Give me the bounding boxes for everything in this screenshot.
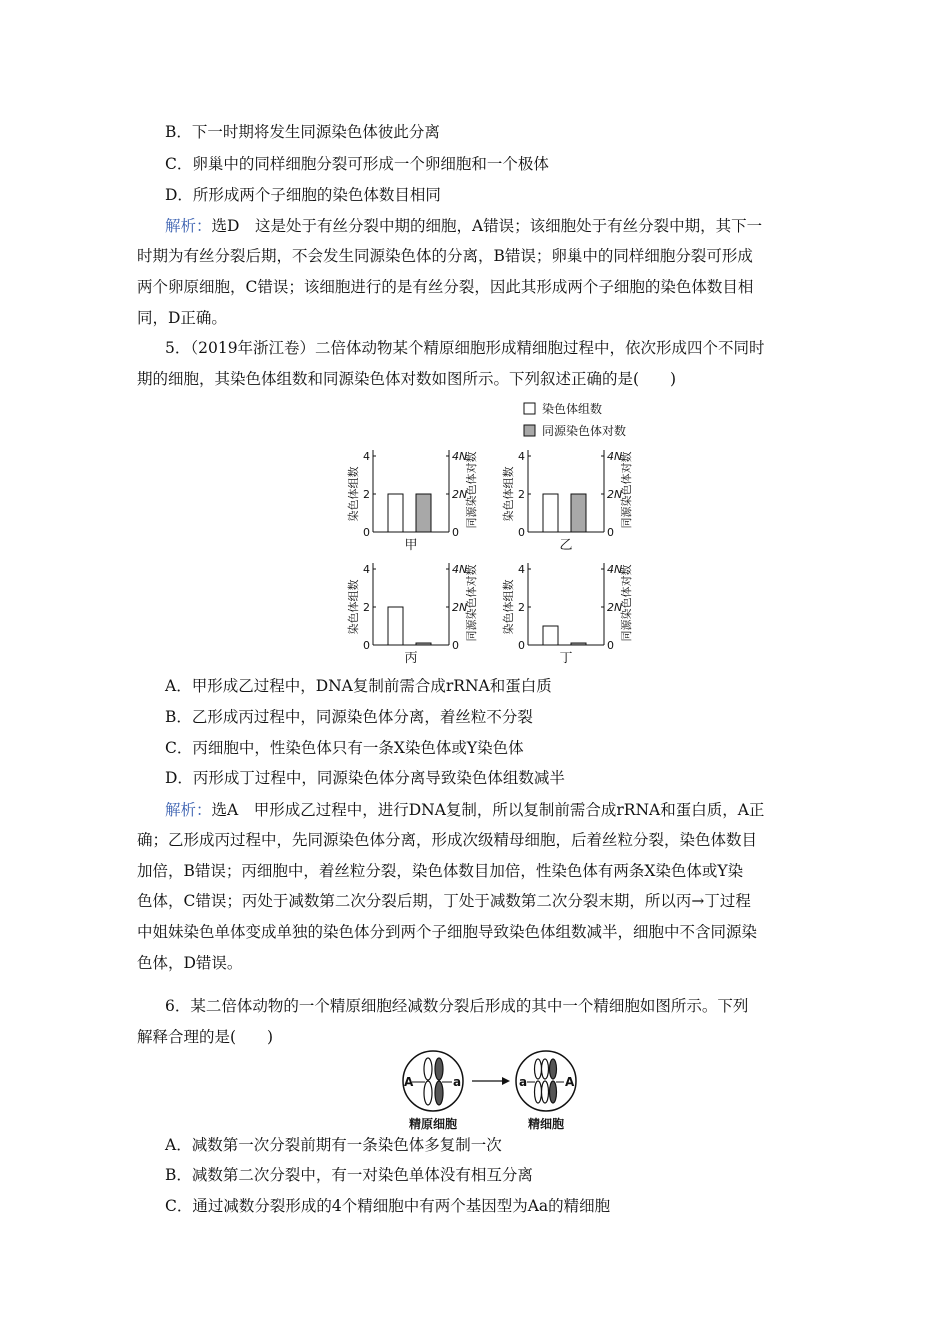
right-tick-label: 2N: [452, 601, 468, 614]
right-tick-label: 4N: [452, 563, 468, 576]
sperm-cell: [516, 1051, 576, 1131]
q5-analysis-text: 选A 甲形成乙过程中，进行DNA复制，所以复制前需合成rRNA和蛋白质，A正: [211, 801, 765, 819]
left-axis-title: 染色体组数: [347, 466, 360, 522]
allele-a-upper-label: A: [404, 1075, 414, 1089]
q6-option-c: C．通过减数分裂形成的4个精细胞中有两个基因型为Aa的精细胞: [165, 1197, 611, 1215]
right-tick-label: 4N: [607, 450, 623, 463]
right-tick-label: 0: [452, 526, 459, 539]
allele-a-upper-label: A: [565, 1075, 575, 1089]
right-tick-label: 2N: [607, 601, 623, 614]
bar-homologous-pairs: [571, 494, 586, 532]
spermatogonium-cell: [403, 1051, 463, 1131]
q5-analysis-line: 确；乙形成丙过程中，先同源染色体分离，形成次级精母细胞，后着丝粒分裂，染色体数目: [137, 831, 758, 849]
right-axis-title: 同源染色体对数: [465, 564, 478, 642]
right-tick-label: 2N: [607, 488, 623, 501]
q5-option-a: A．甲形成乙过程中，DNA复制前需合成rRNA和蛋白质: [165, 677, 552, 695]
q5-analysis-line: 色体，C错误；丙处于减数第二次分裂后期，丁处于减数第二次分裂末期，所以丙→丁过程: [137, 892, 751, 910]
q5-analysis-line: [165, 799, 845, 821]
right-tick-label: 0: [452, 639, 459, 652]
legend-label: 同源染色体对数: [542, 424, 627, 438]
q4-analysis-line: 同，D正确。: [137, 309, 227, 327]
right-tick-label: 4N: [607, 563, 623, 576]
panel-label: 丁: [559, 651, 573, 666]
bar-chromosome-sets: [543, 626, 558, 645]
arrow: [472, 1077, 510, 1085]
allele-a-lower-label: a: [519, 1075, 528, 1089]
bar-homologous-pairs: [416, 494, 431, 532]
right-tick-label: 2N: [452, 488, 468, 501]
left-tick-label: 4: [518, 563, 525, 576]
q4-analysis-label: 解析：: [165, 217, 212, 235]
q5-bar-chart: [340, 395, 640, 667]
right-axis-title: 同源染色体对数: [465, 451, 478, 529]
left-tick-label: 4: [363, 563, 370, 576]
q5-analysis-label: 解析：: [165, 801, 212, 819]
q5-option-c: C．丙细胞中，性染色体只有一条X染色体或Y染色体: [165, 739, 524, 757]
bar-chromosome-sets: [543, 494, 558, 532]
left-tick-label: 0: [363, 639, 370, 652]
q5-analysis-line: 中姐妹染色单体变成单独的染色体分到两个子细胞导致染色体组数减半，细胞中不含同源染: [137, 923, 758, 941]
q4-option-b: B．下一时期将发生同源染色体彼此分离: [165, 123, 440, 141]
q6-option-b: B．减数第二次分裂中，有一对染色单体没有相互分离: [165, 1166, 533, 1184]
right-axis-title: 同源染色体对数: [620, 451, 633, 529]
q4-analysis-line: 两个卵原细胞，C错误；该细胞进行的是有丝分裂，因此其形成两个子细胞的染色体数目相: [137, 278, 754, 296]
right-tick-label: 0: [607, 526, 614, 539]
q5-stem-line: 5．（2019年浙江卷）二倍体动物某个精原细胞形成精细胞过程中，依次形成四个不同时: [165, 339, 765, 357]
q4-analysis-line: 时期为有丝分裂后期，不会发生同源染色体的分离，B错误；卵巢中的同样细胞分裂可形成: [137, 247, 753, 265]
q4-option-d: D．所形成两个子细胞的染色体数目相同: [165, 186, 441, 204]
panel-label: 丙: [404, 651, 418, 666]
panel-label: 甲: [404, 538, 418, 553]
bar-homologous-pairs: [571, 643, 586, 645]
sperm-caption: 精细胞: [527, 1117, 565, 1131]
left-tick-label: 0: [518, 639, 525, 652]
left-axis-title: 染色体组数: [502, 466, 515, 522]
left-tick-label: 2: [518, 601, 525, 614]
q4-analysis-line: [165, 215, 845, 237]
q4-analysis-text: 选D 这是处于有丝分裂中期的细胞，A错误；该细胞处于有丝分裂中期，其下一: [211, 217, 763, 235]
bar-homologous-pairs: [416, 643, 431, 645]
right-tick-label: 0: [607, 639, 614, 652]
q6-cell-figure: [398, 1048, 588, 1132]
left-axis-title: 染色体组数: [347, 579, 360, 635]
legend-swatch: [524, 403, 535, 414]
left-tick-label: 0: [518, 526, 525, 539]
spermatogonium-caption: 精原细胞: [408, 1117, 458, 1131]
q6-stem-line: 解释合理的是( ): [137, 1028, 274, 1046]
q4-option-c: C．卵巢中的同样细胞分裂可形成一个卵细胞和一个极体: [165, 155, 549, 173]
left-tick-label: 2: [363, 601, 370, 614]
left-tick-label: 2: [363, 488, 370, 501]
left-axis-title: 染色体组数: [502, 579, 515, 635]
panel-label: 乙: [559, 538, 573, 553]
right-axis-title: 同源染色体对数: [620, 564, 633, 642]
q5-stem-line: 期的细胞，其染色体组数和同源染色体对数如图所示。下列叙述正确的是( ): [137, 370, 677, 388]
q5-option-b: B．乙形成丙过程中，同源染色体分离，着丝粒不分裂: [165, 708, 533, 726]
legend-label: 染色体组数: [542, 402, 603, 416]
left-tick-label: 0: [363, 526, 370, 539]
q5-option-d: D．丙形成丁过程中，同源染色体分离导致染色体组数减半: [165, 769, 565, 787]
q6-stem-line: 6．某二倍体动物的一个精原细胞经减数分裂后形成的其中一个精细胞如图所示。下列: [165, 997, 749, 1015]
q6-option-a: A．减数第一次分裂前期有一条染色体多复制一次: [165, 1136, 502, 1154]
q5-analysis-line: 色体，D错误。: [137, 954, 243, 972]
left-tick-label: 4: [518, 450, 525, 463]
bar-chromosome-sets: [388, 607, 403, 645]
left-tick-label: 4: [363, 450, 370, 463]
q5-analysis-line: 加倍，B错误；丙细胞中，着丝粒分裂，染色体数目加倍，性染色体有两条X染色体或Y染: [137, 862, 744, 880]
right-tick-label: 4N: [452, 450, 468, 463]
allele-a-lower-label: a: [453, 1075, 462, 1089]
legend-swatch: [524, 425, 535, 436]
left-tick-label: 2: [518, 488, 525, 501]
bar-chromosome-sets: [388, 494, 403, 532]
